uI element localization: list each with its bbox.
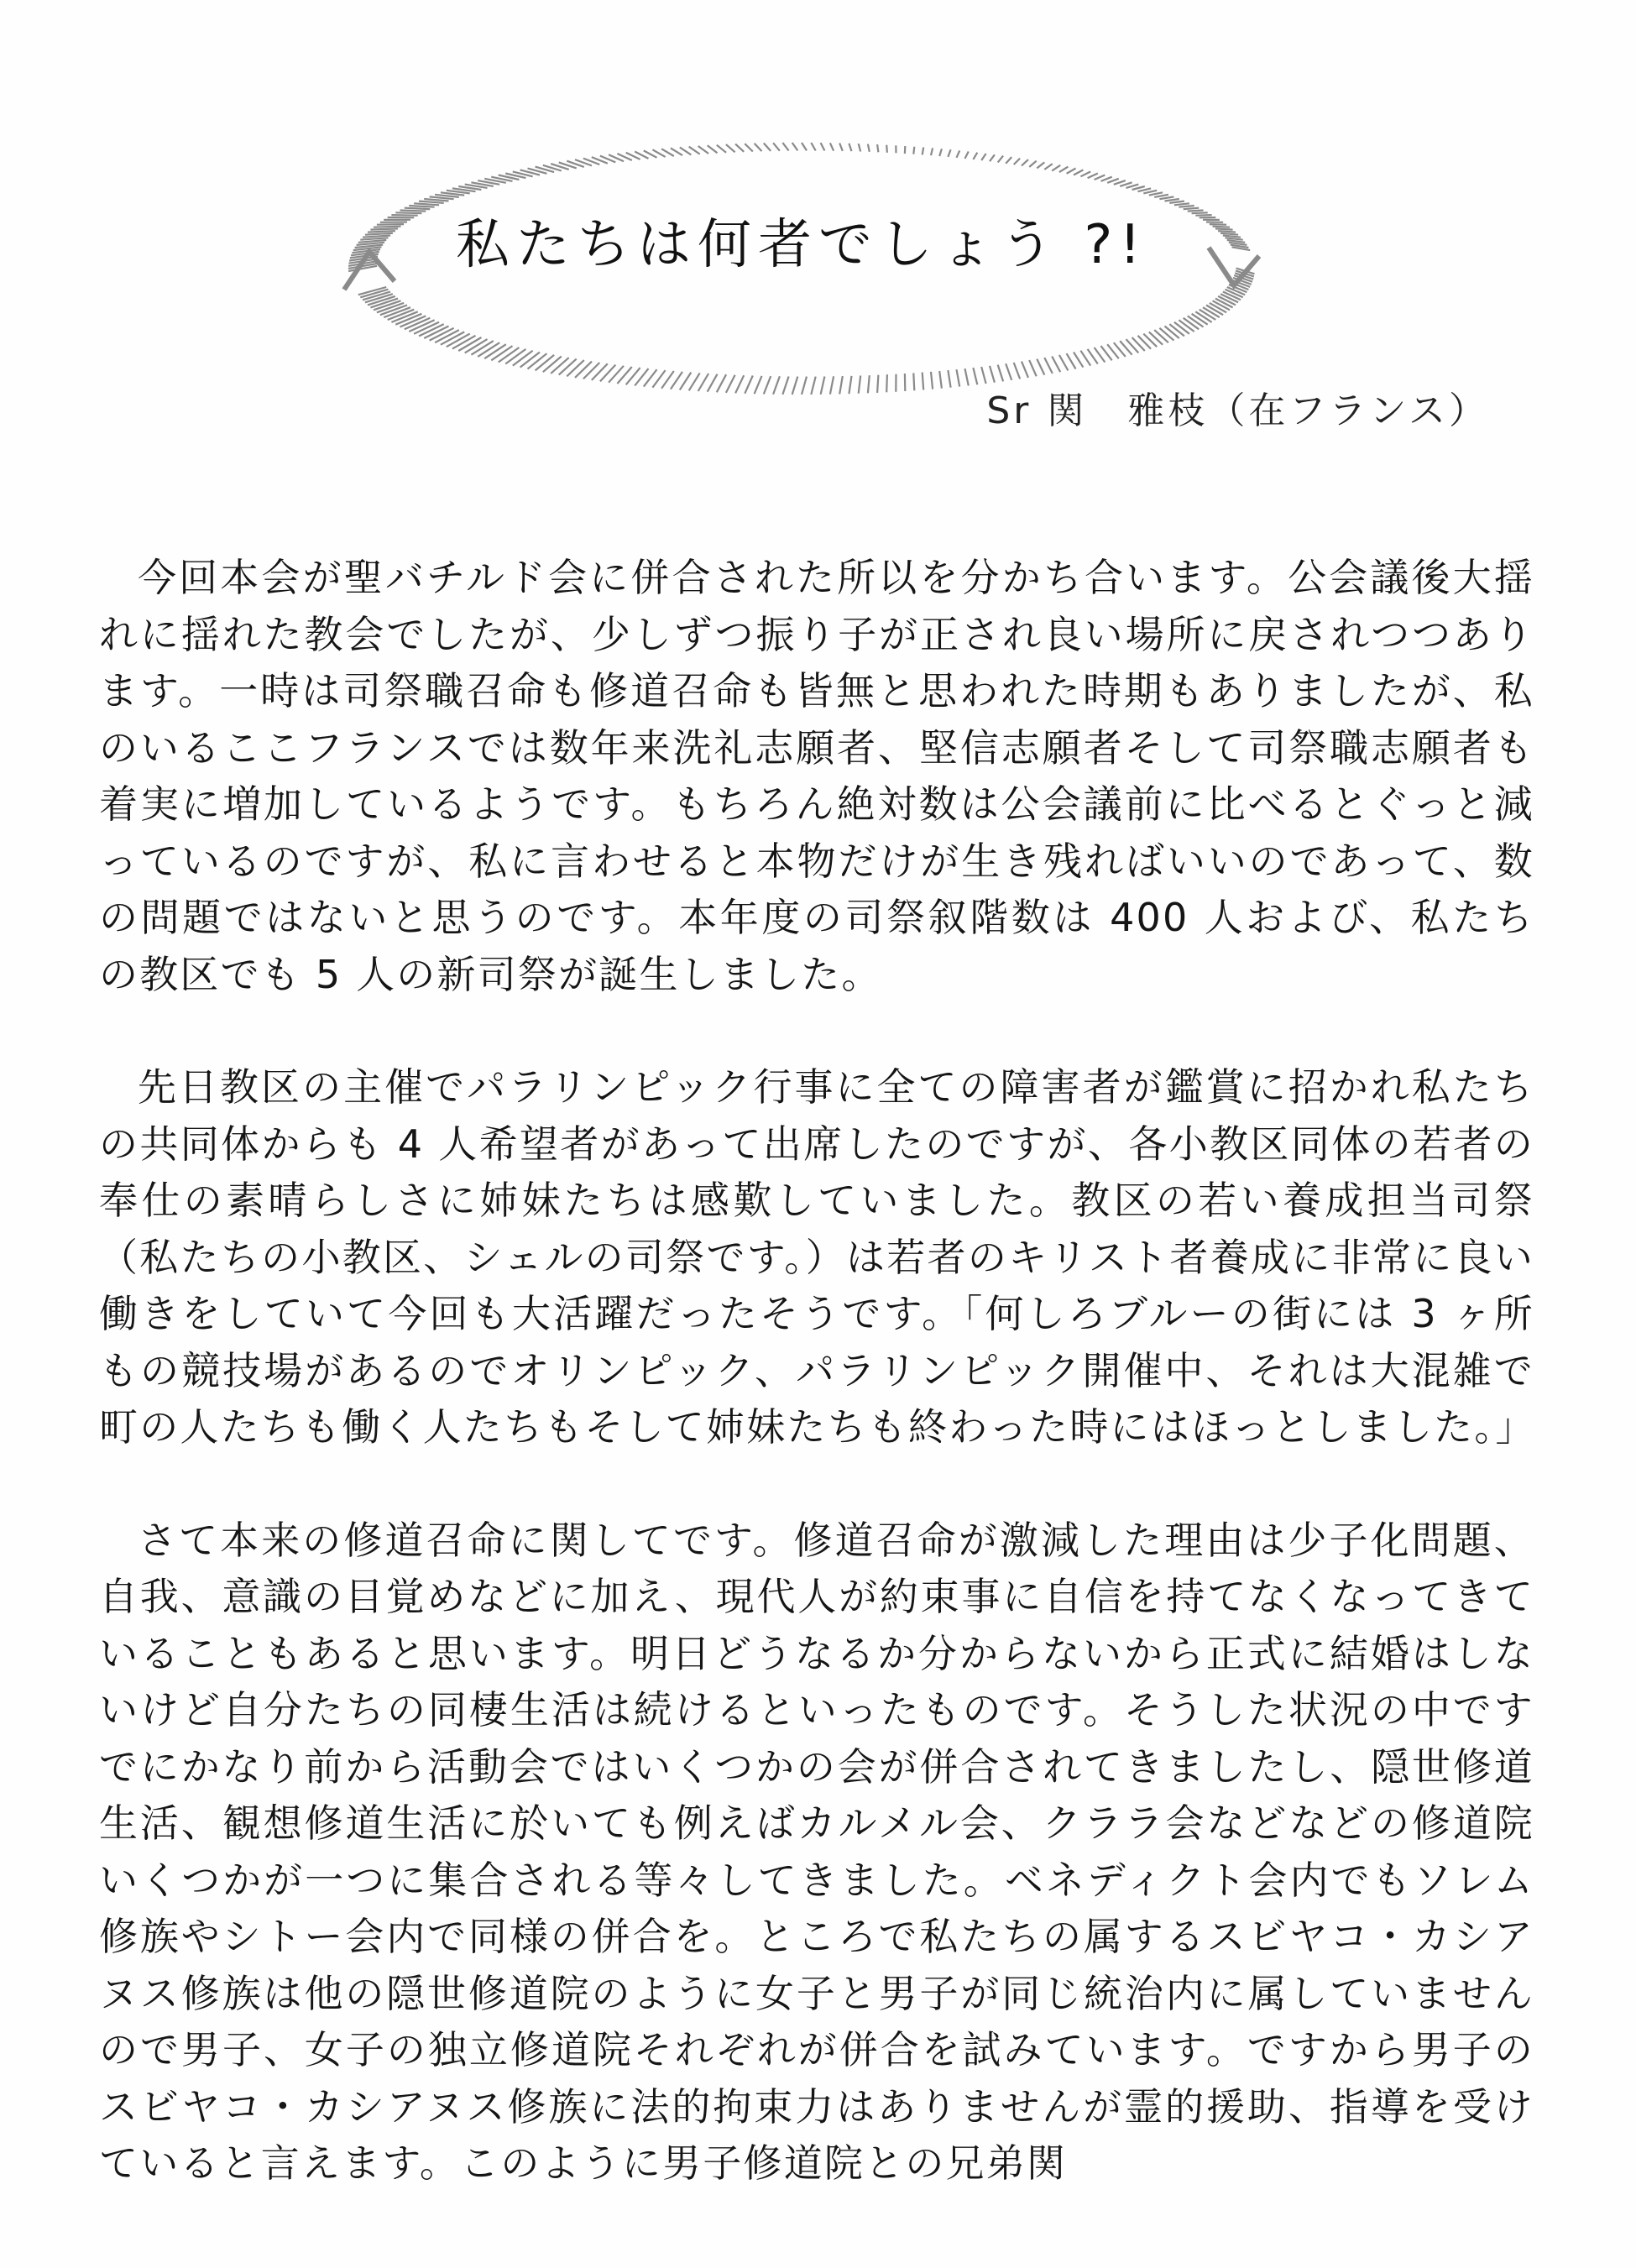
- hatch-stroke: [1174, 203, 1189, 205]
- hatch-stroke: [735, 144, 744, 152]
- hatch-stroke: [419, 201, 444, 203]
- hatch-stroke: [965, 368, 969, 385]
- hatch-stroke: [1179, 206, 1194, 207]
- hatch-stroke: [868, 375, 870, 393]
- hatch-stroke: [802, 377, 807, 395]
- hatch-stroke: [1080, 171, 1090, 176]
- hatch-stroke: [1188, 316, 1204, 327]
- hatch-stroke: [575, 362, 592, 378]
- article-title: 私たちは何者でしょう ?!: [456, 214, 1147, 276]
- hatch-stroke: [745, 376, 753, 394]
- hatch-stroke: [773, 376, 780, 394]
- hatch-stroke: [990, 154, 995, 161]
- hatch-stroke: [773, 143, 780, 150]
- hatch-stroke: [913, 147, 914, 154]
- hatch-stroke: [948, 149, 950, 157]
- hatch-stroke: [886, 374, 887, 392]
- hatch-stroke: [708, 145, 718, 153]
- hatch-stroke: [543, 357, 562, 373]
- hatch-stroke: [957, 150, 960, 157]
- hatch-stroke: [1059, 167, 1069, 173]
- hatch-stroke: [923, 148, 924, 155]
- hatch-stroke: [859, 376, 860, 394]
- hatch-stroke: [931, 372, 933, 389]
- hatch-stroke: [1149, 332, 1163, 344]
- hatch-stroke: [689, 147, 700, 154]
- hatch-stroke: [1037, 359, 1044, 375]
- hatch-stroke: [868, 144, 870, 152]
- hatch-stroke: [1074, 353, 1083, 368]
- hatch-stroke: [1154, 195, 1168, 197]
- hatch-stroke: [877, 375, 878, 393]
- paragraph: 先日教区の主催でパラリンピック行事に全ての障害者が鑑賞に招かれ私たちの共同体からも 4 人希望者があって出席したのですが、各小教区同体の若者の奉仕の素晴らしさに姉妹たちは感歎していました。教区の若い養成担当司祭（私たちの小教区、シェルの司祭です。）は若者のキリスト者養成に非常に良い働きをしていて今回も大活躍だったそうです。「何しろブルーの街には 3 ヶ所もの競技場があるのでオリンピック、パラリンピック開催中、それは大混雑で町の人たちも働く人たちもそして姉妹たちも終わった時にはほっとしました。」: [99, 1064, 1536, 1450]
- hatch-stroke: [414, 203, 439, 205]
- hatch-stroke: [1044, 164, 1053, 170]
- hatch-stroke: [1022, 159, 1028, 165]
- hatch-stroke: [600, 365, 615, 382]
- hatch-stroke: [1101, 177, 1112, 181]
- hatch-stroke: [717, 374, 726, 392]
- hatch-stroke: [1132, 186, 1145, 190]
- hatch-stroke: [1067, 169, 1076, 174]
- hatch-stroke: [877, 144, 878, 152]
- hatch-stroke: [1165, 199, 1179, 201]
- hatch-stroke: [792, 377, 798, 395]
- hatch-stroke: [1052, 357, 1060, 373]
- hatch-stroke: [839, 376, 843, 394]
- hatch-stroke: [1014, 363, 1020, 379]
- hatch-stroke: [913, 373, 914, 390]
- hatch-stroke: [1179, 320, 1194, 332]
- hatch-stroke: [1037, 162, 1044, 168]
- hatch-stroke: [1143, 191, 1157, 194]
- hatch-stroke: [811, 143, 815, 150]
- paragraph: 今回本会が聖バチルド会に併合された所以を分かち合います。公会議後大揺れに揺れた教会でしたが、少しずつ振り子が正され良い場所に戻されつつあります。一時は司祭職召命も修道召命も皆無と思われた時期もありましたが、私のいるここフランスでは数年来洗礼志願者、堅信志願者そして司祭職志願者も着実に増加しているようです。もちろん絶対数は公会議前に比べるとぐっと減っているのですが、私に言わせると本物だけが生き残ればいいのであって、数の問題ではないと思うのです。本年度の司祭叙階数は 400 人および、私たちの教区でも 5 人の新司祭が誕生しました。: [99, 555, 1534, 997]
- hatch-stroke: [1159, 328, 1173, 341]
- hatch-stroke: [536, 355, 555, 371]
- hatch-stroke: [1165, 327, 1179, 339]
- hatch-stroke: [1184, 318, 1200, 330]
- hatch-stroke: [551, 358, 569, 374]
- hatch-stroke: [782, 143, 788, 150]
- hatch-stroke: [1029, 161, 1037, 167]
- hatch-stroke: [499, 348, 520, 363]
- hatch-stroke: [839, 144, 843, 151]
- hatch-stroke: [821, 143, 825, 150]
- hatch-stroke: [520, 353, 540, 368]
- hatch-stroke: [405, 208, 431, 210]
- hatch-stroke: [528, 353, 547, 368]
- hatch-stroke: [764, 144, 771, 151]
- hatch-stroke: [792, 143, 798, 150]
- hatch-stroke: [1006, 157, 1011, 164]
- hatch-stroke: [965, 152, 969, 159]
- hatch-stroke: [782, 377, 788, 395]
- hatch-stroke: [513, 351, 533, 366]
- hatch-stroke: [1029, 360, 1037, 376]
- hatch-stroke: [973, 153, 977, 159]
- hatch-stroke: [821, 377, 825, 395]
- hatch-stroke: [1154, 330, 1168, 342]
- hatch-stroke: [726, 375, 735, 393]
- hatch-stroke: [1138, 188, 1152, 191]
- hatch-stroke: [830, 376, 834, 394]
- paragraph: さて本来の修道召命に関してです。修道召命が激減した理由は少子化問題、自我、意識の目覚めなどに加え、現代人が約束事に自信を持てなくなってきていることもあると思います。明日どうなるか分からないから正式に結婚はしないけど自分たちの同棲生活は続けるといったものです。そうした状況の中ですでにかなり前から活動会ではいくつかの会が併合されてきましたし、隠世修道生活、観想修道生活に於いても例えばカルメル会、クララ会などなどの修道院いくつかが一つに集合される等々してきました。ベネディクト会内でもソレム修族やシトー会内で同様の併合を。ところで私たちの属するスビヤコ・カシアヌス修族は他の隠世修道院のように女子と男子が同じ統治内に属していませんので男子、女子の独立修道院それぞれが併合を試みています。ですから男子のスビヤコ・カシアヌス修族に法的拘束力はありませんが霊的援助、指導を受けていると言えます。このように男子修道院との兄弟関: [99, 1517, 1534, 2186]
- hatch-stroke: [802, 143, 807, 150]
- hatch-stroke: [886, 145, 887, 153]
- hatch-stroke: [1184, 208, 1200, 210]
- hatch-stroke: [939, 371, 942, 389]
- hatch-stroke: [717, 145, 726, 153]
- hatch-stroke: [811, 377, 815, 395]
- hatch-stroke: [939, 149, 942, 156]
- hatch-stroke: [1006, 363, 1011, 380]
- hatch-stroke: [1149, 192, 1163, 195]
- hatch-stroke: [583, 363, 599, 379]
- article-author: Sr 関 雅枝（在フランス）: [986, 389, 1489, 432]
- hatch-stroke: [592, 363, 608, 380]
- hatch-stroke: [998, 156, 1003, 163]
- hatch-stroke: [957, 369, 960, 386]
- hatch-stroke: [981, 367, 985, 384]
- hatch-stroke: [764, 376, 771, 394]
- hatch-stroke: [830, 143, 834, 150]
- hatch-stroke: [1120, 182, 1132, 186]
- hatch-stroke: [849, 376, 851, 394]
- hatch-stroke: [1052, 165, 1060, 171]
- hatch-stroke: [1074, 170, 1083, 175]
- hatch-stroke: [735, 375, 744, 393]
- hatch-stroke: [1169, 201, 1184, 203]
- hatch-stroke: [745, 144, 753, 151]
- hatch-stroke: [1143, 334, 1157, 348]
- hatch-stroke: [505, 349, 525, 364]
- hatch-stroke: [424, 199, 448, 201]
- hatch-stroke: [1044, 358, 1053, 374]
- hatch-stroke: [1059, 355, 1069, 371]
- hatch-stroke: [859, 144, 860, 151]
- hatch-stroke: [1022, 362, 1028, 378]
- article-body: [99, 550, 1534, 2192]
- hatch-stroke: [698, 146, 708, 154]
- hatch-stroke: [948, 370, 950, 388]
- hatch-stroke: [559, 359, 577, 375]
- hatch-stroke: [923, 373, 924, 390]
- hatch-stroke: [680, 373, 692, 390]
- hatch-stroke: [567, 360, 584, 376]
- hatch-stroke: [1088, 174, 1098, 179]
- hatch-stroke: [1159, 196, 1173, 199]
- hatch-stroke: [708, 374, 718, 392]
- hatch-stroke: [981, 154, 985, 160]
- hatch-stroke: [1014, 159, 1020, 165]
- hatch-stroke: [1095, 175, 1105, 180]
- hatch-stroke: [1169, 324, 1184, 336]
- hatch-stroke: [680, 148, 692, 155]
- hatch-stroke: [726, 144, 735, 152]
- hatch-stroke: [849, 144, 851, 151]
- hatch-stroke: [1067, 353, 1076, 368]
- hatch-stroke: [1107, 179, 1119, 183]
- hatch-stroke: [931, 148, 933, 155]
- hatch-stroke: [689, 373, 700, 390]
- hatch-stroke: [973, 368, 977, 384]
- hatch-stroke: [698, 374, 708, 391]
- hatch-stroke: [755, 376, 762, 394]
- hatch-stroke: [990, 366, 995, 383]
- hatch-stroke: [1174, 322, 1189, 334]
- hatch-stroke: [1126, 185, 1139, 188]
- hatch-stroke: [1114, 180, 1126, 185]
- hatch-stroke: [998, 365, 1003, 382]
- hatch-stroke: [409, 206, 434, 207]
- hatch-stroke: [755, 144, 762, 151]
